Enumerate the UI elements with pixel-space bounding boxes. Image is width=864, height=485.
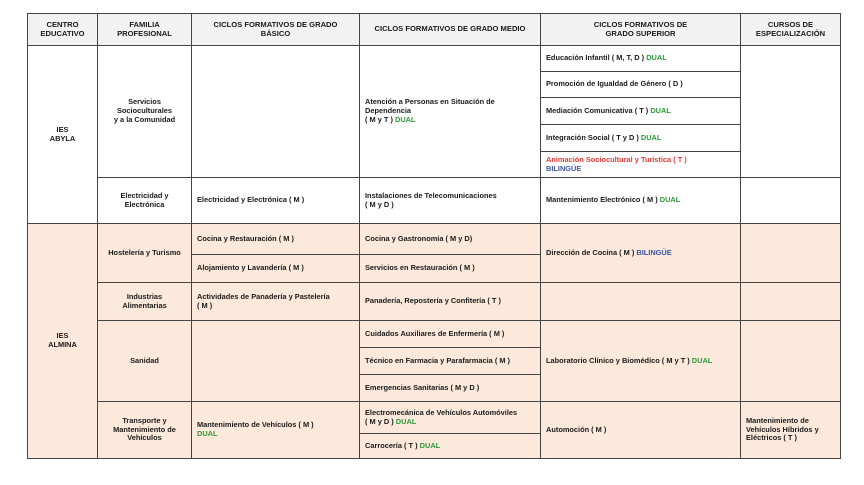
superior-mantenimiento-electronico: Mantenimiento Electrónico ( M ) DUAL bbox=[541, 178, 741, 224]
medio-farmacia-parafarmacia: Técnico en Farmacia y Parafarmacia ( M ) bbox=[360, 348, 541, 375]
table-row bbox=[28, 178, 841, 224]
medio-carroceria: Carrocería ( T ) DUAL bbox=[360, 434, 541, 459]
superior-animacion-sociocultural: Animación Sociocultural y Turística ( T ) BILINGÜE bbox=[541, 152, 741, 178]
superior-educacion-infantil: Educación Infantil ( M, T, D ) DUAL bbox=[541, 46, 741, 72]
dual-badge: DUAL bbox=[650, 105, 671, 115]
header-centro: CENTRO EDUCATIVO bbox=[28, 14, 98, 46]
dual-badge: DUAL bbox=[395, 416, 417, 426]
medio-telecomunicaciones: Instalaciones de Telecomunicaciones ( M y D ) bbox=[360, 178, 541, 224]
bilingue-badge: BILINGÜE bbox=[636, 247, 672, 257]
bilingue-badge: BILINGÜE bbox=[546, 163, 582, 173]
centro-abyla: IES ABYLA bbox=[28, 46, 98, 224]
table-row bbox=[28, 46, 841, 72]
header-grado-medio: CICLOS FORMATIVOS DE GRADO MEDIO bbox=[360, 14, 541, 46]
especializacion-empty bbox=[741, 224, 841, 283]
familia-hosteleria: Hostelería y Turismo bbox=[98, 224, 192, 283]
familia-servicios: Servicios Socioculturales y a la Comunidad bbox=[98, 46, 192, 178]
medio-emergencias-sanitarias: Emergencias Sanitarias ( M y D ) bbox=[360, 375, 541, 402]
familia-electricidad: Electricidad y Electrónica bbox=[98, 178, 192, 224]
dual-badge: DUAL bbox=[640, 132, 662, 142]
dual-badge: DUAL bbox=[691, 355, 713, 365]
basico-cocina-restauracion: Cocina y Restauración ( M ) bbox=[192, 224, 360, 255]
table-row bbox=[28, 321, 841, 348]
superior-mediacion-comunicativa: Mediación Comunicativa ( T ) DUAL bbox=[541, 98, 741, 125]
medio-atencion-personas: Atención a Personas en Situación de Dependencia ( M y T ) DUAL bbox=[360, 46, 541, 178]
ciclos-formativos-table bbox=[27, 13, 841, 459]
dual-badge: DUAL bbox=[419, 440, 441, 450]
especializacion-empty bbox=[741, 283, 841, 321]
medio-servicios-restauracion: Servicios en Restauración ( M ) bbox=[360, 255, 541, 283]
dual-badge: DUAL bbox=[646, 53, 667, 63]
basico-alojamiento-lavanderia: Alojamiento y Lavandería ( M ) bbox=[192, 255, 360, 283]
familia-industrias: Industrias Alimentarias bbox=[98, 283, 192, 321]
dual-badge: DUAL bbox=[394, 114, 416, 124]
familia-transporte: Transporte y Mantenimiento de Vehículos bbox=[98, 402, 192, 459]
basico-mantenimiento-vehiculos: Mantenimiento de Vehículos ( M ) DUAL bbox=[192, 402, 360, 459]
table-row bbox=[28, 402, 841, 434]
especializacion-empty bbox=[741, 46, 841, 178]
header-grado-superior: CICLOS FORMATIVOS DE GRADO SUPERIOR bbox=[541, 14, 741, 46]
header-grado-basico: CICLOS FORMATIVOS DE GRADO BÁSICO bbox=[192, 14, 360, 46]
especializacion-vehiculos-hibridos: Mantenimiento de Vehículos Híbridos y Eléctricos ( T ) bbox=[741, 402, 841, 459]
superior-integracion-social: Integración Social ( T y D ) DUAL bbox=[541, 125, 741, 152]
header-especializacion: CURSOS DE ESPECIALIZACIÓN bbox=[741, 14, 841, 46]
especializacion-empty bbox=[741, 178, 841, 224]
superior-laboratorio-clinico: Laboratorio Clínico y Biomédico ( M y T ) DUAL bbox=[541, 321, 741, 402]
basico-panaderia-pasteleria: Actividades de Panadería y Pastelería ( M ) bbox=[192, 283, 360, 321]
basico-electricidad: Electricidad y Electrónica ( M ) bbox=[192, 178, 360, 224]
centro-almina: IES ALMINA bbox=[28, 224, 98, 459]
superior-igualdad-genero: Promoción de Igualdad de Género ( D ) bbox=[541, 72, 741, 98]
dual-badge: DUAL bbox=[659, 195, 681, 205]
table-row bbox=[28, 224, 841, 255]
header-row bbox=[28, 14, 841, 46]
medio-cuidados-enfermeria: Cuidados Auxiliares de Enfermería ( M ) bbox=[360, 321, 541, 348]
superior-automocion: Automoción ( M ) bbox=[541, 402, 741, 459]
basico-empty bbox=[192, 46, 360, 178]
especializacion-empty bbox=[741, 321, 841, 402]
familia-sanidad: Sanidad bbox=[98, 321, 192, 402]
medio-panaderia-reposteria: Panadería, Repostería y Confitería ( T ) bbox=[360, 283, 541, 321]
medio-electromecanica: Electromecánica de Vehículos Automóviles ( M y D ) DUAL bbox=[360, 402, 541, 434]
basico-empty bbox=[192, 321, 360, 402]
superior-direccion-cocina: Dirección de Cocina ( M ) BILINGÜE bbox=[541, 224, 741, 283]
header-familia: FAMILIA PROFESIONAL bbox=[98, 14, 192, 46]
superior-empty bbox=[541, 283, 741, 321]
medio-cocina-gastronomia: Cocina y Gastronomía ( M y D) bbox=[360, 224, 541, 255]
table-row bbox=[28, 283, 841, 321]
dual-badge: DUAL bbox=[197, 429, 218, 438]
